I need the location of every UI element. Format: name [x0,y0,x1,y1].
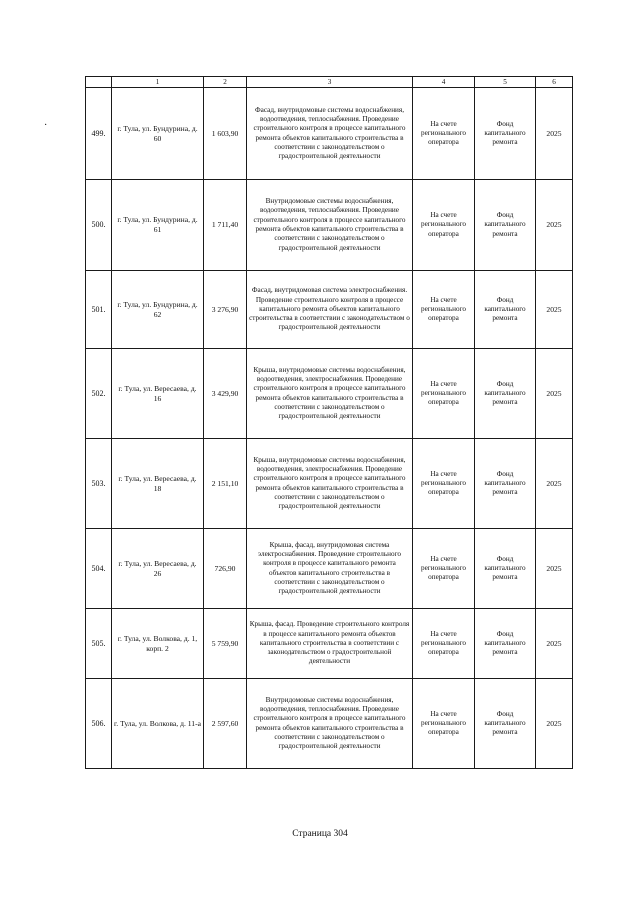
header-cell-4: 4 [413,77,475,88]
table-row [86,88,573,180]
header-cell-blank [86,77,112,88]
works-cell: Крыша, фасад. Проведение строительного контроля в процессе капитального ремонта объектов капитального строительства в соответствии с законодательством о градостроительной деятельности [247,609,413,679]
account-cell: На счете регионального оператора [413,679,475,769]
account-cell: На счете регионального оператора [413,349,475,439]
year-cell: 2025 [536,679,573,769]
amount-cell: 1 603,90 [204,88,247,180]
funding-source-cell: Фонд капитального ремонта [475,180,536,271]
amount-cell: 3 276,90 [204,271,247,349]
works-cell: Внутридомовые системы водоснабжения, водоотведения, теплоснабжения. Проведение строительного контроля в процессе капитального ремонта объектов капитального строительства в соответствии с законодательством о градостроительной деятельности [247,679,413,769]
capital-repair-table [85,76,573,769]
works-cell: Крыша, внутридомовые системы водоснабжения, водоотведения, электроснабжения. Проведение строительного контроля в процессе капитального ремонта объектов капитального строительства в соответствии с законодательством о градостроительной деятельности [247,349,413,439]
table-row [86,180,573,271]
header-cell-3: 3 [247,77,413,88]
year-cell: 2025 [536,271,573,349]
funding-source-cell: Фонд капитального ремонта [475,609,536,679]
account-cell: На счете регионального оператора [413,88,475,180]
header-cell-6: 6 [536,77,573,88]
funding-source-cell: Фонд капитального ремонта [475,88,536,180]
account-cell: На счете регионального оператора [413,271,475,349]
address-cell: г. Тула, ул. Бундурина, д. 61 [112,180,204,271]
year-cell: 2025 [536,180,573,271]
account-cell: На счете регионального оператора [413,529,475,609]
year-cell: 2025 [536,349,573,439]
table-row [86,529,573,609]
works-cell: Внутридомовые системы водоснабжения, водоотведения, теплоснабжения. Проведение строительного контроля в процессе капитального ремонта объектов капитального строительства в соответствии с законодательством о градостроительной деятельности [247,180,413,271]
works-cell: Фасад, внутридомовые системы водоснабжения, водоотведения, теплоснабжения. Проведение строительного контроля в процессе капитального ремонта объектов капитального строительства в соответствии с законодательством о градостроительной деятельности [247,88,413,180]
amount-cell: 2 151,10 [204,439,247,529]
row-number: 505. [86,609,112,679]
row-number: 499. [86,88,112,180]
row-number: 501. [86,271,112,349]
funding-source-cell: Фонд капитального ремонта [475,439,536,529]
funding-source-cell: Фонд капитального ремонта [475,679,536,769]
works-cell: Крыша, фасад, внутридомовая система электроснабжения. Проведение строительного контроля в процессе капитального ремонта объектов капитального строительства в соответствии с законодательством о градостроительной деятельности [247,529,413,609]
amount-cell: 1 711,40 [204,180,247,271]
table-row [86,439,573,529]
address-cell: г. Тула, ул. Бундурина, д. 60 [112,88,204,180]
funding-source-cell: Фонд капитального ремонта [475,271,536,349]
margin-mark: · [44,120,48,131]
account-cell: На счете регионального оператора [413,609,475,679]
funding-source-cell: Фонд капитального ремонта [475,349,536,439]
works-cell: Фасад, внутридомовая система электроснабжения. Проведение строительного контроля в процессе капитального ремонта объектов капитального строительства в соответствии с законодательством о градостроительной деятельности [247,271,413,349]
row-number: 504. [86,529,112,609]
account-cell: На счете регионального оператора [413,180,475,271]
table-body [86,88,573,769]
header-cell-2: 2 [204,77,247,88]
account-cell: На счете регионального оператора [413,439,475,529]
header-row [86,77,573,88]
amount-cell: 726,90 [204,529,247,609]
column-number-header [86,77,573,88]
table-row [86,609,573,679]
page-number: Страница 304 [292,829,348,839]
address-cell: г. Тула, ул. Вересаева, д. 18 [112,439,204,529]
year-cell: 2025 [536,88,573,180]
row-number: 503. [86,439,112,529]
address-cell: г. Тула, ул. Вересаева, д. 16 [112,349,204,439]
row-number: 500. [86,180,112,271]
table-row [86,271,573,349]
table-row [86,349,573,439]
amount-cell: 3 429,90 [204,349,247,439]
amount-cell: 2 597,60 [204,679,247,769]
address-cell: г. Тула, ул. Волкова, д. 11-а [112,679,204,769]
address-cell: г. Тула, ул. Бундурина, д. 62 [112,271,204,349]
funding-source-cell: Фонд капитального ремонта [475,529,536,609]
header-cell-5: 5 [475,77,536,88]
row-number: 502. [86,349,112,439]
address-cell: г. Тула, ул. Волкова, д. 1, корп. 2 [112,609,204,679]
header-cell-1: 1 [112,77,204,88]
table-row [86,679,573,769]
works-cell: Крыша, внутридомовые системы водоснабжения, водоотведения, электроснабжения. Проведение строительного контроля в процессе капитального ремонта объектов капитального строительства в соответствии с законодательством о градостроительной деятельности [247,439,413,529]
year-cell: 2025 [536,609,573,679]
year-cell: 2025 [536,529,573,609]
year-cell: 2025 [536,439,573,529]
address-cell: г. Тула, ул. Вересаева, д. 26 [112,529,204,609]
amount-cell: 5 759,90 [204,609,247,679]
row-number: 506. [86,679,112,769]
